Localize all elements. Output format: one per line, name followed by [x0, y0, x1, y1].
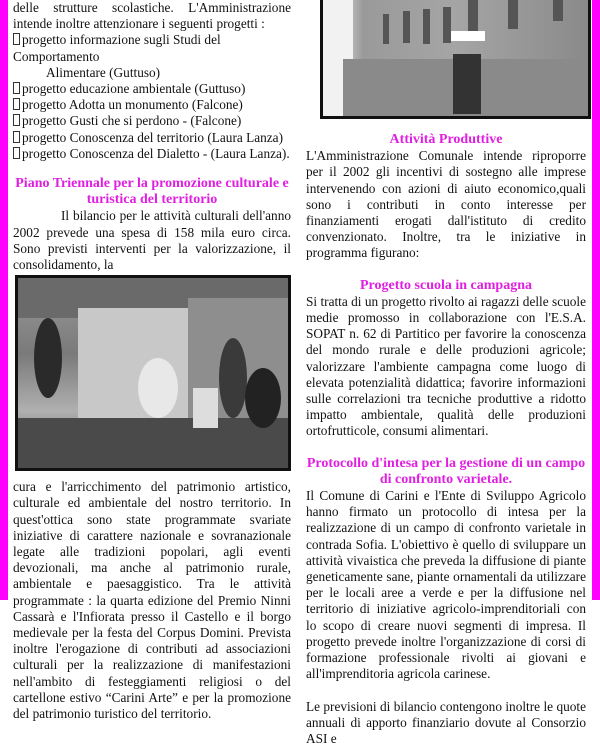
left-column: [13, 0, 291, 722]
project-item-continuation: Alimentare (Guttuso): [13, 65, 291, 81]
bullet-icon: [13, 33, 20, 45]
section-heading: Protocollo d'intesa per la gestione di un campo di confronto varietale.: [306, 456, 586, 488]
project-item: progetto Adotta un monumento (Falcone): [13, 97, 291, 113]
paragraph: Il Comune di Carini e l'Ente di Sviluppo Agricolo hanno firmato un protocollo di intesa per la realizzazione di un campo di confronto varietale in contrada Sofia. L'obiettivo è quello di sviluppare un attività vivaistica che preveda la diffusione di piante geneticamente sane, piante ornamentali da utilizzare per le locali aree a verde e per la diffusione nel territorio di iniziative agricolo-imprenditoriali con lo scopo di creare nuovi segmenti di impresa. Il progetto prevede inoltre l'organizzazione di corsi di formazione professionale rivolti ai giovani e all'imprenditoria agricola carinese.: [306, 488, 586, 682]
section-heading: Progetto scuola in campagna: [306, 278, 586, 294]
paragraph: L'Amministrazione Comunale intende riproporre per il 2002 gli incentivi di sostegno alle imprese intervenendo con azioni di aiuto economico,quali sono i contributi in conto interesse per finanziamenti erogati dall'istituto di credito convenzionato. Inoltre, tra le iniziative in programma figurano:: [306, 148, 586, 261]
intro-text: delle strutture scolastiche. L'Amministrazione intende inoltre attenzionare i seguenti progetti :: [13, 0, 291, 32]
project-item: progetto educazione ambientale (Guttuso): [13, 81, 291, 97]
project-item: progetto Gusti che si perdono - (Falcone): [13, 113, 291, 129]
theatre-scene-image: [18, 278, 288, 468]
right-magenta-border: [592, 0, 600, 600]
paragraph: Il bilancio per le attività culturali dell'anno 2002 prevede una spesa di 158 mila euro circa. Sono previsti interventi per la valorizzazione, il consolidamento, la: [13, 208, 291, 273]
project-item: progetto Conoscenza del Dialetto - (Laura Lanza).: [13, 146, 291, 162]
school-building-photo: [320, 0, 591, 119]
building-image: [323, 0, 588, 116]
theatre-photo: [15, 275, 291, 471]
section-heading: Piano Triennale per la promozione culturale e turistica del territorio: [13, 176, 291, 208]
paragraph: Le previsioni di bilancio contengono inoltre le quote annuali di apporto finanziario dovute al Consorzio ASI e: [306, 699, 586, 747]
paragraph: cura e l'arricchimento del patrimonio artistico, culturale ed ambientale del nostro territorio. In quest'ottica sono state programmate svariate iniziative di carattere nazionale e sovranazionale legate alle tradizioni popolari, agli eventi devozionali, ma anche al patrimonio rurale, ambientale e paesaggistico. Tra le attività programmate : la quarta edizione del Premio Ninni Cassarà e l'Infiorata presso il Castello e il borgo medievale per la festa del Corpus Domini. Prevista inoltre l'erogazione di contributi ad associazioni culturali per la realizzazione di manifestazioni nell'ambito di festeggiamenti religiosi o del cartellone estivo “Carini Arte” e per la promozione del patrimonio turistico del territorio.: [13, 479, 291, 722]
bullet-icon: [13, 147, 20, 159]
right-column: [306, 132, 586, 747]
bullet-icon: [13, 98, 20, 110]
project-item: progetto Conoscenza del territorio (Laura Lanza): [13, 130, 291, 146]
bullet-icon: [13, 114, 20, 126]
left-magenta-border: [0, 0, 8, 600]
paragraph: Si tratta di un progetto rivolto ai ragazzi delle scuole medie promosso in collaborazione con l'E.S.A. SOPAT n. 62 di Partitico per favorire la conoscenza del mondo rurale e delle produzioni agricole; valorizzare l'ambiente campagna come luogo di elevata potenzialità didattica; favorire informazioni sulle correlazioni tra tecniche produttive a ridotto impatto ambientale, qualità delle produzioni ortofrutticole, consumi alimentari.: [306, 294, 586, 440]
bullet-icon: [13, 131, 20, 143]
bullet-icon: [13, 82, 20, 94]
section-heading: Attività Produttive: [306, 132, 586, 148]
project-item: progetto informazione sugli Studi del Comportamento: [13, 32, 291, 64]
